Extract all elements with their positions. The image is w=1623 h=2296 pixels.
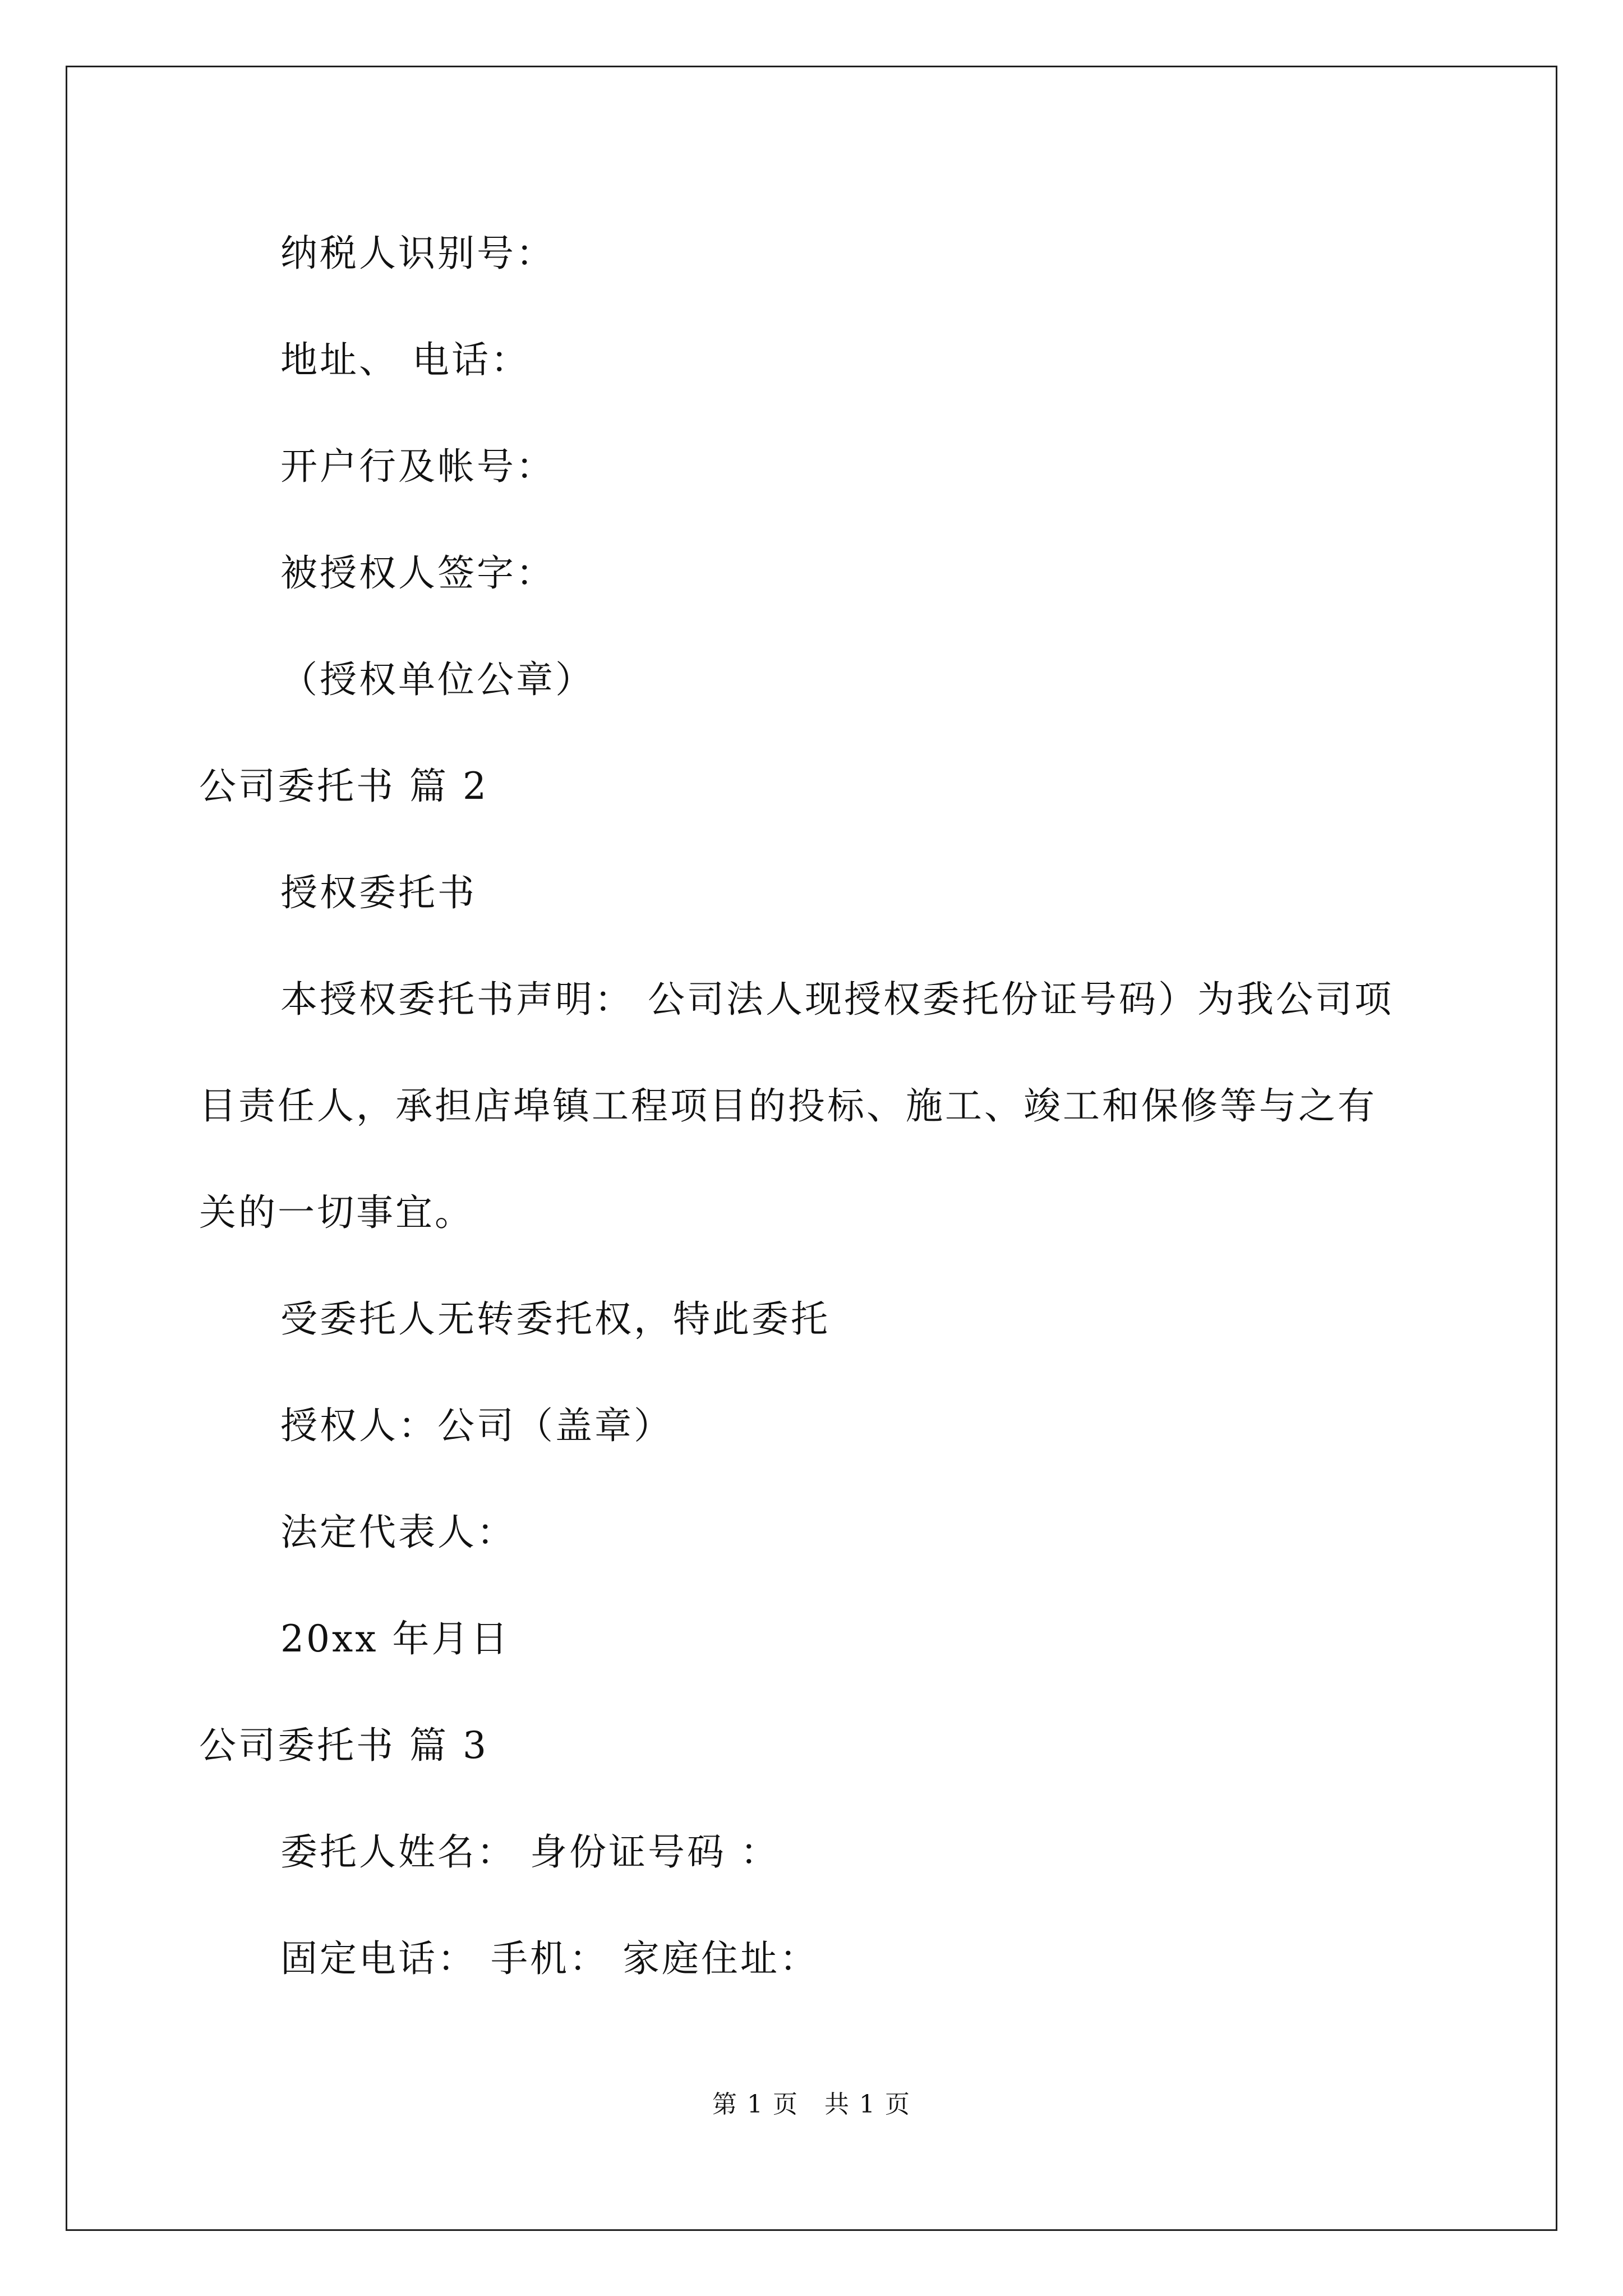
address-phone-line: 地址、 电话： [280,338,530,381]
grantor-line: 授权人：公司（盖章） [280,1404,673,1447]
company-seal-line: （授权单位公章） [280,658,594,701]
document-subtitle: 授权委托书 [280,871,477,914]
section-heading-2: 公司委托书 篇 2 [199,765,488,808]
principal-name-line: 委托人姓名： 身份证号码 ： [280,1830,780,1874]
contact-line: 固定电话： 手机： 家庭住址： [280,1937,819,1980]
paragraph-line: 关的一切事宜。 [199,1191,474,1234]
authorized-signature-line: 被授权人签字： [280,551,555,595]
taxpayer-id-line: 纳税人识别号： [280,232,555,275]
page-number-footer: 第 1 页 共 1 页 [712,2090,911,2119]
paragraph-line: 本授权委托书声明： 公司法人现授权委托份证号码）为我公司项 [280,978,1394,1021]
section-heading-3: 公司委托书 篇 3 [199,1724,488,1767]
page-border [66,66,1557,2231]
no-subdelegation-line: 受委托人无转委托权，特此委托 [280,1297,830,1341]
bank-account-line: 开户行及帐号： [280,445,555,488]
date-line: 20xx 年月日 [280,1617,510,1660]
paragraph-line: 目责任人，承担店埠镇工程项目的投标、施工、竣工和保修等与之有 [199,1084,1377,1128]
legal-representative-line: 法定代表人： [280,1511,516,1554]
